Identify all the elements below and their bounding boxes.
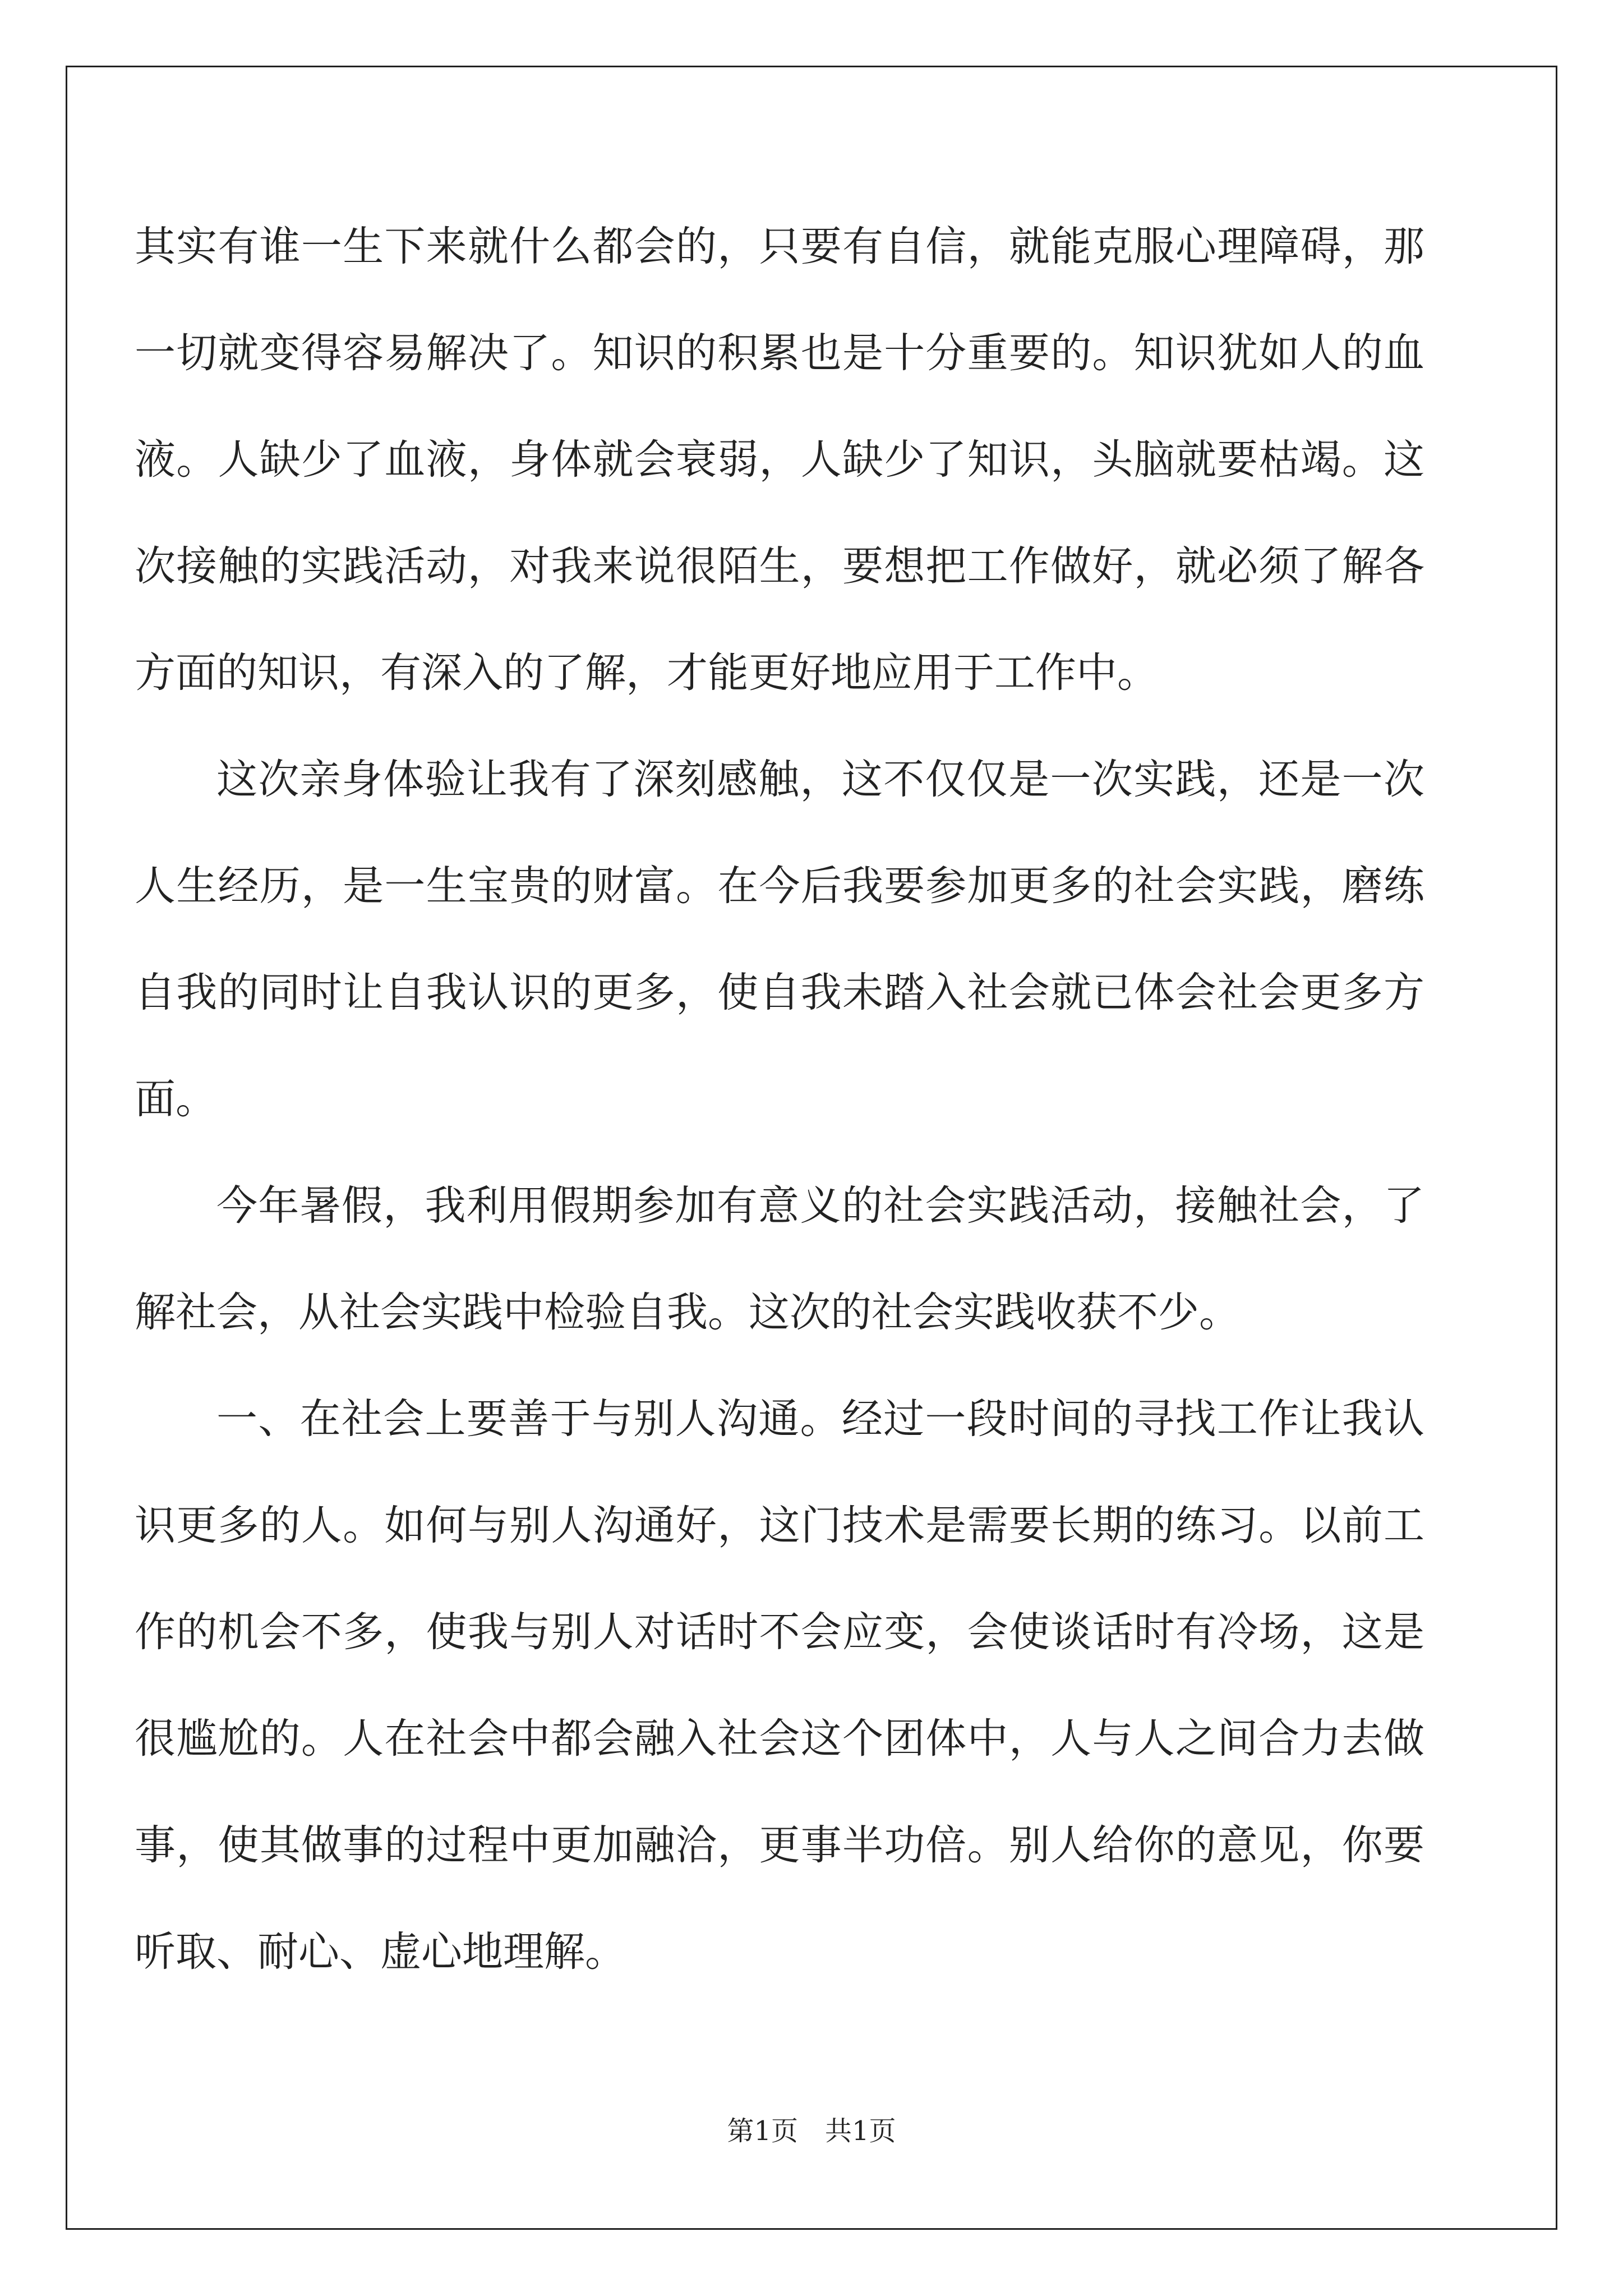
paragraph-2: 这次亲身体验让我有了深刻感触，这不仅仅是一次实践，还是一次人生经历，是一生宝贵的财富。在今后我要参加更多的社会实践，磨练自我的同时让自我认识的更多，使自我未踏入社会就已体会社会更多方面。 — [135, 756, 1424, 1123]
page-number-footer: 第1页 共1页 — [727, 2115, 896, 2147]
paragraph-3: 今年暑假，我利用假期参加有意义的社会实践活动，接触社会，了解社会，从社会实践中检验自我。这次的社会实践收获不少。 — [135, 1182, 1424, 1336]
paragraph-4: 一、在社会上要善于与别人沟通。经过一段时间的寻找工作让我认识更多的人。如何与别人沟通好，这门技术是需要长期的练习。以前工作的机会不多，使我与别人对话时不会应变，会使谈话时有冷场，这是很尴尬的。人在社会中都会融入社会这个团体中，人与人之间合力去做事，使其做事的过程中更加融洽，更事半功倍。别人给你的意见，你要听取、耐心、虚心地理解。 — [135, 1395, 1424, 1976]
document-body — [135, 194, 1424, 2005]
paragraph-1: 其实有谁一生下来就什么都会的，只要有自信，就能克服心理障碍，那一切就变得容易解决了。知识的积累也是十分重要的。知识犹如人的血液。人缺少了血液，身体就会衰弱，人缺少了知识，头脑就要枯竭。这次接触的实践活动，对我来说很陌生，要想把工作做好，就必须了解各方面的知识，有深入的了解，才能更好地应用于工作中。 — [135, 223, 1424, 697]
